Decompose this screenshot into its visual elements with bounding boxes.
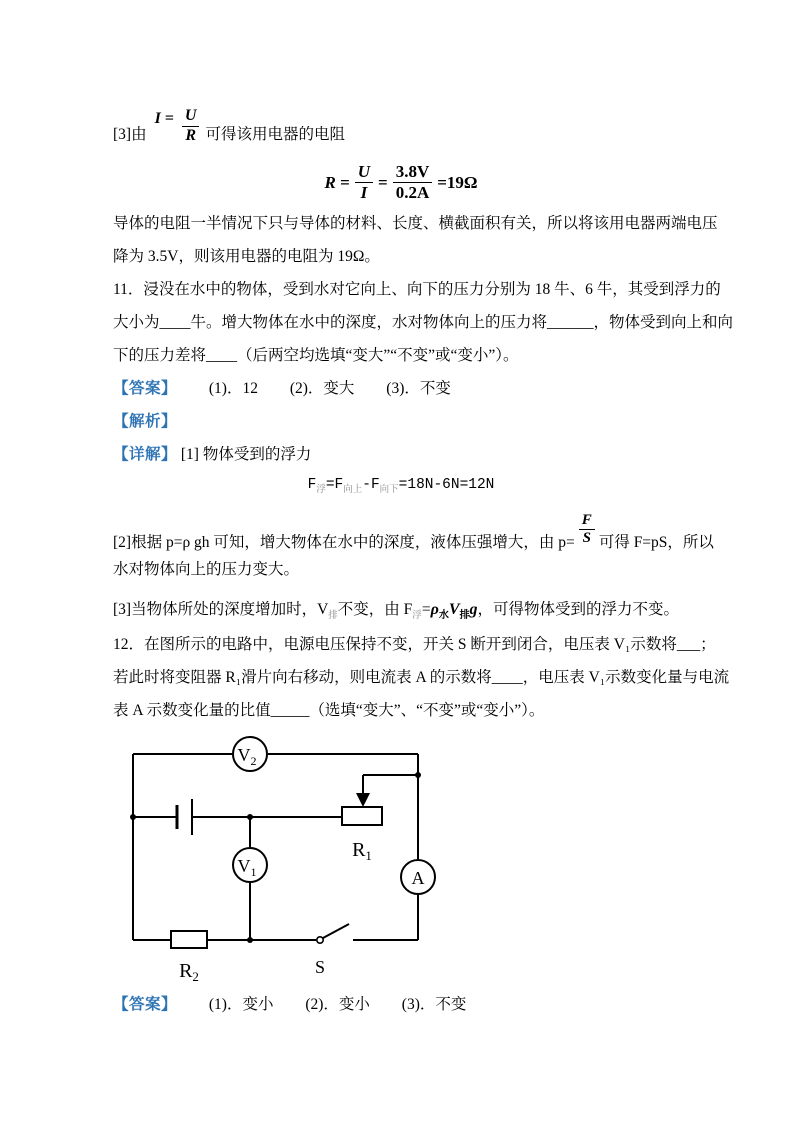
ammeter-label: A [411,868,425,888]
detail-row-3 [113,592,689,628]
question-11-stem-line-3: 下的压力差将____（后两空均选填“变大”“不变”或“变小”）。 [113,347,519,364]
subscript-fu: 浮 [316,484,326,495]
document-content [113,0,734,1021]
fraction-numerator: 3.8V [393,162,433,183]
voltmeter-v2-label: V [237,745,251,765]
fraction-u-over-i [355,162,373,202]
question-11-stem-line-2: 大小为____牛。增大物体在水中的深度，水对物体向上的压力将______，物体受到向上和向 [113,314,734,331]
voltmeter-v1-label-sub: 1 [250,865,257,879]
detail-label: 【详解】 [113,446,178,463]
question-12-stem-line-1: 12．在图所示的电路中，电源电压保持不变，开关 S 断开到闭合，电压表 V₁示数将___； [113,636,716,653]
resistor-r1 [342,807,382,863]
fraction-denominator: S [582,529,591,546]
junction-dot [415,772,421,778]
buoyancy-expression [430,601,478,622]
formula-resistance-calculation [113,157,689,207]
detail-2-text-a: [2]根据 p=ρ gh 可知，增大物体在水中的深度，液体压强增大，由 p= [113,534,575,551]
ammeter [401,860,435,894]
circuit-wires [133,754,418,940]
pressure-fraction [579,512,595,548]
answer-item: (2)．变大 [289,380,355,397]
voltmeter-v2-label-sub: 2 [250,754,257,768]
subscript-fu: 浮 [412,611,422,622]
question-11-stem-line-1: 11．浸没在水中的物体，受到水对它向上、向下的压力分别为 18 牛、6 牛，其受到浮力的 [113,281,721,298]
junction-dot [130,814,136,820]
svg-text:R2 [179,960,199,984]
answer-item: (1)．变小 [208,996,274,1013]
detail-2-text-b: 可得 F=pS，所以 [598,534,714,551]
ohms-law-lhs: I = [154,110,174,127]
junction-dot [247,814,253,820]
fraction-values [393,162,433,202]
svg-text:R1 [352,839,372,863]
question-12-stem-line-3: 表 A 示数变化量的比值_____（选填“变大”、“不变”或“变小”）。 [113,702,545,719]
voltmeter-v1-label: V [237,856,251,876]
volume-symbol: V [448,601,460,618]
answer-label: 【答案】 [113,996,178,1013]
answer-label: 【答案】 [113,380,178,397]
fraction-numerator: U [182,107,200,126]
equals-sign: = [378,172,388,192]
subscript-pai: 排 [328,611,338,622]
formula-buoyant-force [113,475,689,495]
subscript-water: 水 [438,610,449,622]
answer-item: (3)．不变 [386,380,451,397]
detail-1-text: [1] 物体受到的浮力 [180,446,312,463]
switch-label: S [314,957,326,977]
circuit-diagram [110,728,446,994]
battery-symbol [177,799,192,835]
formula-result: =18N-6N=12N [398,477,495,493]
detail-3-text-b: 不变，由 F [337,601,413,618]
rho-symbol: ρ [430,601,439,618]
ohms-law-fraction [182,107,200,145]
junction-dot [247,937,253,943]
detail-row-2-continued: 水对物体向上的压力变大。 [113,561,300,578]
voltmeter-v1 [233,848,267,882]
junction-dots [130,772,421,943]
step3-prefix: [3]由 [113,126,147,143]
question-12-stem-line-2: 若此时将变阻器 R₁滑片向右移动，则电流表 A 的示数将____，电压表 V₁示数变化量与电流 [113,669,730,686]
analysis-label-row [113,405,689,438]
detail-3-text-a: [3]当物体所处的深度增加时，V [113,601,329,618]
question-12-answer-row [113,988,689,1021]
detail-3-text-d: ，可得物体受到的浮力不变。 [477,601,679,618]
fraction-denominator: 0.2A [395,182,430,202]
solution-paragraph-line-1: 导体的电阻一半情况下只与导体的材料、长度、横截面积有关，所以将该用电器两端电压 [113,215,718,232]
solution-paragraph-line-2: 降为 3.5V，则该用电器的电阻为 19Ω。 [113,248,380,265]
answer-item: (1)．12 [208,380,258,397]
g-symbol: g [469,601,478,618]
subscript-down: 向下 [379,484,399,495]
question-12 [113,628,730,1021]
force-symbol: F [307,477,317,493]
solution-step-3-line [113,101,689,145]
force-symbol: =F [325,477,344,493]
subscript-up: 向上 [343,484,363,495]
slider-arrow-icon [356,793,370,807]
question-11-answer-row [113,372,689,405]
fraction-denominator: R [185,126,197,144]
analysis-label: 【解析】 [113,413,178,430]
detail-row-2 [113,507,714,553]
resistor-r2-label-sub: 2 [192,969,199,984]
detail-row-1 [113,438,689,471]
formula-result: =19Ω [437,172,478,192]
fraction-denominator: I [360,182,368,202]
resistor-r1-label-sub: 1 [365,848,372,863]
step3-suffix: 可得该用电器的电阻 [205,126,345,143]
force-symbol: -F [362,477,380,493]
voltmeter-v2 [233,737,267,771]
answer-item: (2)．变小 [305,996,370,1013]
fraction-numerator: U [355,162,373,183]
switch-s [315,924,349,977]
detail-3-equals: = [421,601,431,618]
answer-item: (3)．不变 [401,996,467,1013]
resistor-r1-label: R [352,839,366,861]
resistor-r2 [171,931,207,984]
fraction-numerator: F [579,512,595,530]
question-11 [113,273,734,628]
formula-lhs: R = [324,172,350,192]
resistor-r2-label: R [179,960,193,982]
subscript-pai: 排 [459,610,470,622]
